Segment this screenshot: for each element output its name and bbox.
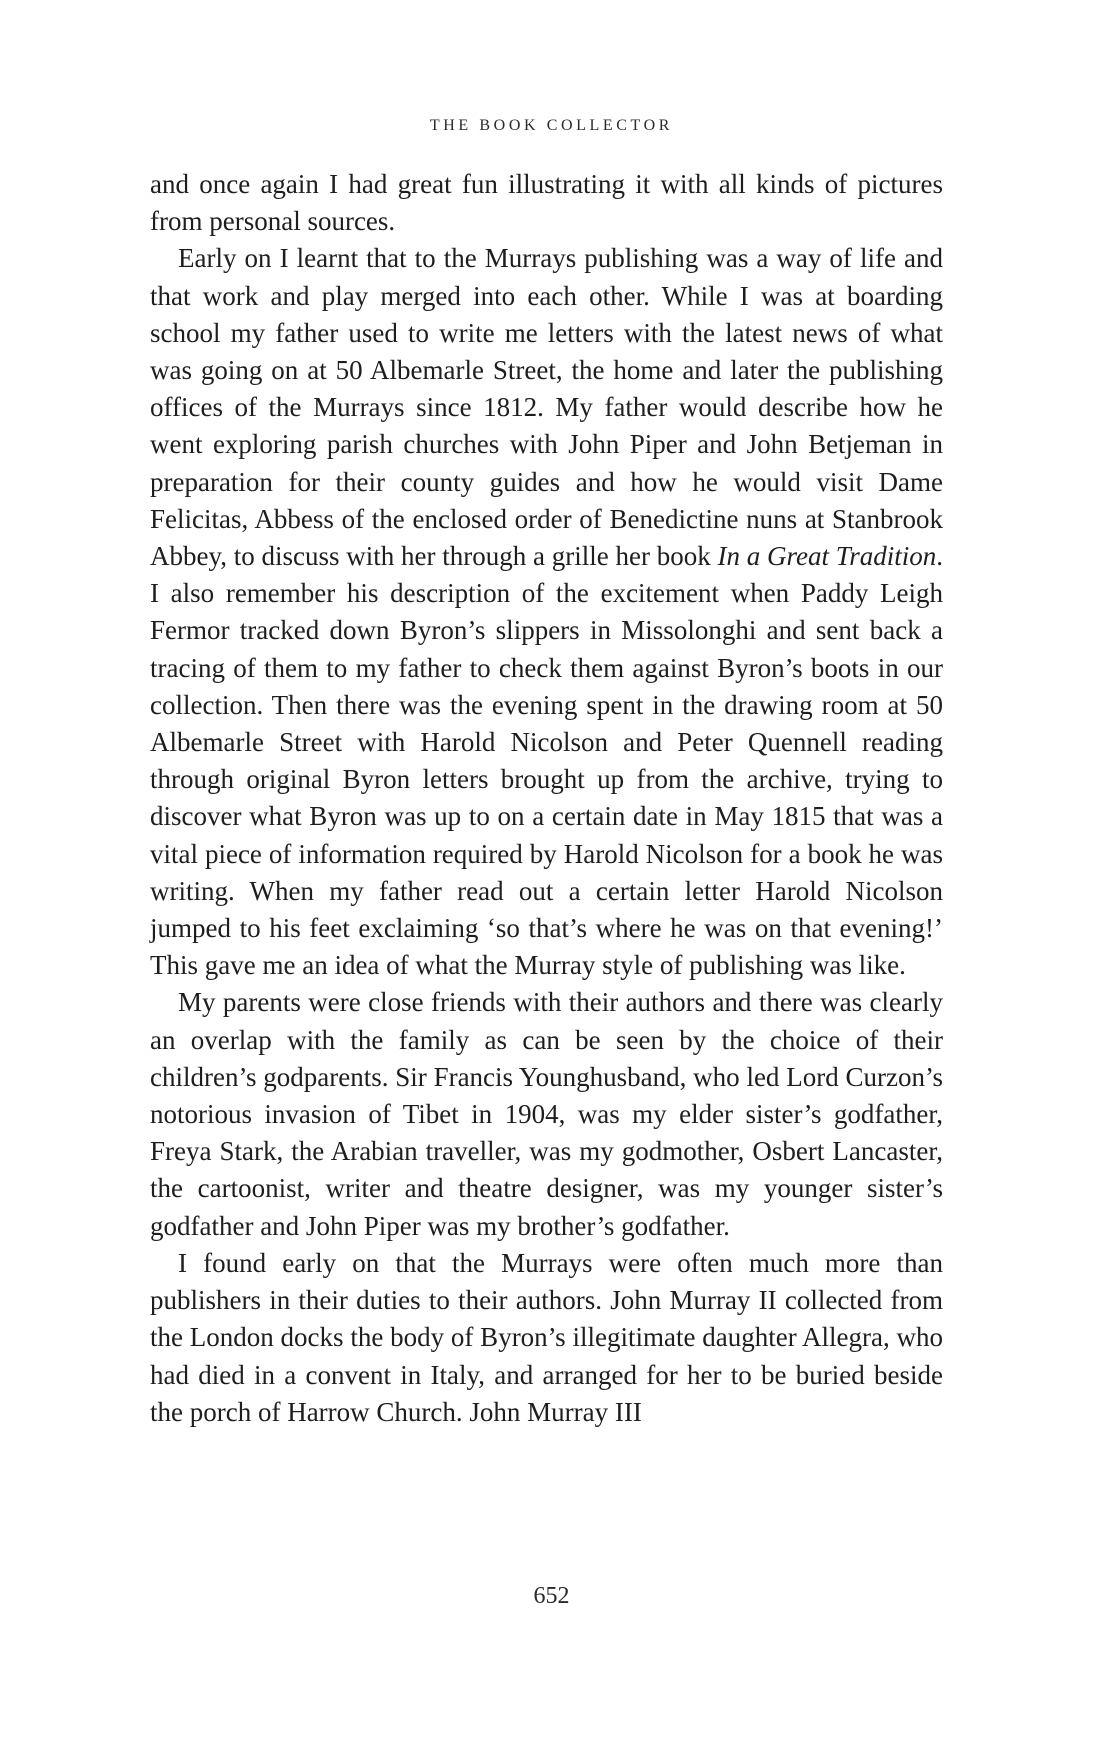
- paragraph-4: I found early on that the Murrays were often much more than publishers in their duties to their authors. John Murray II collected from the London docks the body of Byron’s illegitimate daughter Allegra, who had died in a convent in Italy, and arranged for her to be buried beside the porch of Harrow Church. John Murray III: [150, 1247, 943, 1427]
- running-head: THE BOOK COLLECTOR: [429, 117, 674, 134]
- body-text: [150, 166, 943, 1431]
- paragraph-3: My parents were close friends with their authors and there was clearly an overlap with the family as can be seen by the choice of their children’s godparents. Sir Francis Younghusband, who led Lord Curzon’s notorious invasion of Tibet in 1904, was my elder sister’s godfather, Freya Stark, the Arabian traveller, was my godmother, Osbert Lancaster, the cartoonist, writer and theatre designer, was my younger sister’s godfather and John Piper was my brother’s godfather.: [150, 987, 943, 1241]
- paragraph-1: and once again I had great fun illustrating it with all kinds of pictures from personal sources.: [150, 169, 943, 237]
- paragraph-2-text-start: Early on I learnt that to the Murrays publishing was a way of life and that work and play merged into each other. While I was at boarding school my father used to write me letters with the latest news of what was going on at 50 Albemarle Street, the home and later the publishing offices of the Murrays since 1812. My father would describe how he went exploring parish churches with John Piper and John Betjeman in preparation for their county guides and how he would visit Dame Felicitas, Abbess of the enclosed order of Benedictine nuns at Stanbrook Abbey, to discuss with her through a grille her book: [150, 243, 943, 572]
- paragraph-2: [150, 240, 943, 984]
- page-number: 652: [533, 1583, 570, 1609]
- paragraph-2-text-end: . I also remember his description of the excitement when Paddy Leigh Fermor tracked down Byron’s slippers in Missolonghi and sent back a tracing of them to my father to check them against Byron’s boots in our collection. Then there was the evening spent in the drawing room at 50 Albemarle Street with Harold Nicolson and Peter Quennell reading through original Byron letters brought up from the archive, trying to discover what Byron was up to on a certain date in May 1815 that was a vital piece of information required by Harold Nicolson for a book he was writing. When my father read out a certain letter Harold Nicolson jumped to his feet exclaiming ‘so that’s where he was on that evening!’ This gave me an idea of what the Murray style of publishing was like.: [150, 541, 943, 981]
- book-title-italic: In a Great Tradition: [717, 541, 937, 572]
